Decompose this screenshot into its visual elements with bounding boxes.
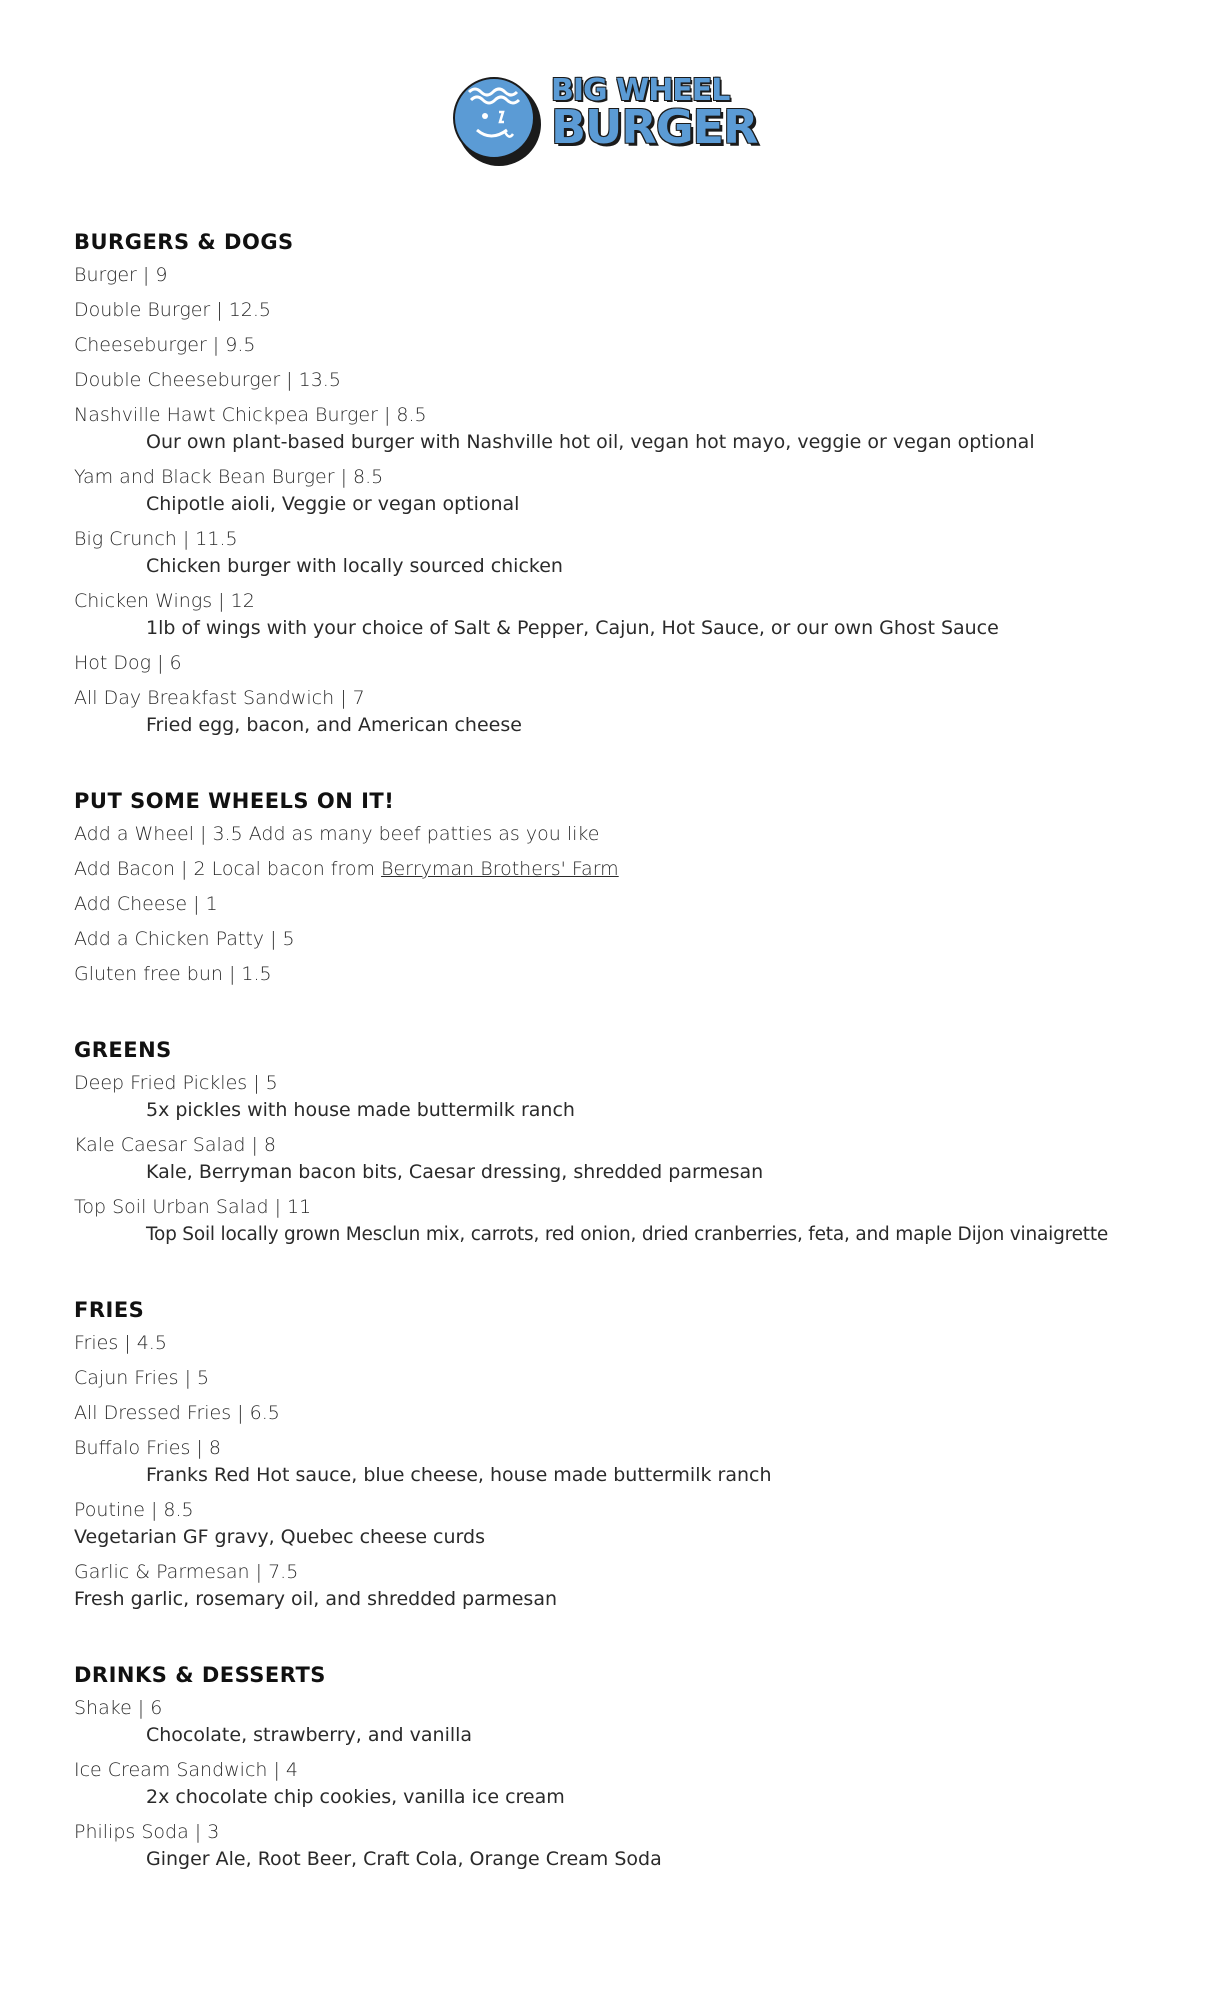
section-title: PUT SOME WHEELS ON IT!: [74, 789, 395, 813]
item-name-price: Big Crunch | 11.5: [74, 528, 238, 550]
item-name-price: Poutine | 8.5: [74, 1499, 194, 1521]
logo-wordmark: [551, 73, 758, 154]
section-title: FRIES: [74, 1298, 145, 1322]
menu-item: [74, 1819, 1174, 1873]
menu-item: [74, 650, 1174, 677]
menu-item: [74, 1330, 1174, 1357]
item-name-price: [74, 856, 1174, 883]
section-title: BURGERS & DOGS: [74, 230, 294, 254]
item-name-price: Nashville Hawt Chickpea Burger | 8.5: [74, 404, 427, 426]
menu-item: [74, 526, 1174, 580]
menu-item: [74, 297, 1174, 324]
item-name-price: Cajun Fries | 5: [74, 1367, 210, 1389]
section-title: GREENS: [74, 1038, 172, 1062]
menu-item: [74, 1757, 1174, 1811]
menu-body: [74, 230, 1174, 1923]
item-name-price: Kale Caesar Salad | 8: [74, 1134, 277, 1156]
item-name-price: Ice Cream Sandwich | 4: [74, 1759, 299, 1781]
section-greens: [74, 1038, 1174, 1248]
menu-item: [74, 1070, 1174, 1124]
menu-item: [74, 1497, 1174, 1551]
menu-item: [74, 961, 1174, 988]
item-name-price: Add a Chicken Patty | 5: [74, 928, 295, 950]
section-burgers-dogs: [74, 230, 1174, 739]
item-description: Ginger Ale, Root Beer, Craft Cola, Orange Cream Soda: [146, 1848, 662, 1870]
item-description: Franks Red Hot sauce, blue cheese, house made buttermilk ranch: [146, 1464, 772, 1486]
menu-item: [74, 1400, 1174, 1427]
menu-item: [74, 1194, 1174, 1248]
menu-item: [74, 1559, 1174, 1613]
item-name-price: Gluten free bun | 1.5: [74, 963, 272, 985]
logo-line-1: BIG WHEEL: [551, 73, 730, 108]
item-name-price: Shake | 6: [74, 1697, 163, 1719]
menu-item: [74, 464, 1174, 518]
item-description: Top Soil locally grown Mesclun mix, carrots, red onion, dried cranberries, feta, and maple Dijon vinaigrette: [146, 1224, 1109, 1245]
item-description: Vegetarian GF gravy, Quebec cheese curds: [74, 1526, 485, 1548]
item-description: Fried egg, bacon, and American cheese: [146, 714, 522, 736]
section-wheels: [74, 789, 1174, 988]
menu-item: [74, 262, 1174, 289]
item-description: Kale, Berryman bacon bits, Caesar dressing, shredded parmesan: [146, 1161, 764, 1183]
item-description: 5x pickles with house made buttermilk ranch: [146, 1099, 575, 1121]
section-title: DRINKS & DESSERTS: [74, 1663, 326, 1687]
item-name-price: Deep Fried Pickles | 5: [74, 1072, 278, 1094]
menu-item: [74, 685, 1174, 739]
item-name-price: Chicken Wings | 12: [74, 590, 255, 612]
item-text: Add Bacon | 2 Local bacon from: [74, 858, 382, 880]
section-drinks-desserts: [74, 1663, 1174, 1873]
menu-item: [74, 1695, 1174, 1749]
item-name-price: All Day Breakfast Sandwich | 7: [74, 687, 365, 709]
item-name-price: Add a Wheel | 3.5 Add as many beef patties as you like: [74, 823, 600, 845]
item-description: Our own plant-based burger with Nashville hot oil, vegan hot mayo, veggie or vegan optional: [146, 431, 1035, 453]
menu-item: [74, 926, 1174, 953]
item-name-price: Double Cheeseburger | 13.5: [74, 369, 341, 391]
section-fries: [74, 1298, 1174, 1613]
menu-item: [74, 332, 1174, 359]
menu-item: [74, 1365, 1174, 1392]
item-description: Chocolate, strawberry, and vanilla: [146, 1724, 473, 1746]
logo-line-2: BURGER: [551, 100, 758, 154]
menu-item: [74, 1132, 1174, 1186]
item-name-price: Fries | 4.5: [74, 1332, 167, 1354]
menu-item: [74, 367, 1174, 394]
menu-item: [74, 588, 1174, 642]
item-description: Chipotle aioli, Veggie or vegan optional: [146, 493, 520, 515]
big-wheel-burger-logo: [447, 68, 767, 173]
menu-item: [74, 891, 1174, 918]
item-name-price: Add Cheese | 1: [74, 893, 218, 915]
menu-item: [74, 1435, 1174, 1489]
item-name-price: All Dressed Fries | 6.5: [74, 1402, 280, 1424]
menu-item: [74, 402, 1174, 456]
item-name-price: Yam and Black Bean Burger | 8.5: [74, 466, 384, 488]
menu-item: [74, 856, 1174, 883]
item-name-price: Burger | 9: [74, 264, 168, 286]
menu-item: [74, 821, 1174, 848]
item-description: Fresh garlic, rosemary oil, and shredded parmesan: [74, 1588, 558, 1610]
berryman-farm-link[interactable]: Berryman Brothers' Farm: [381, 858, 619, 880]
item-name-price: Philips Soda | 3: [74, 1821, 220, 1843]
item-name-price: Garlic & Parmesan | 7.5: [74, 1561, 299, 1583]
item-name-price: Top Soil Urban Salad | 11: [74, 1196, 312, 1218]
item-name-price: Hot Dog | 6: [74, 652, 182, 674]
item-name-price: Cheeseburger | 9.5: [74, 334, 256, 356]
smiley-wheel-icon: [447, 70, 547, 170]
item-description: 2x chocolate chip cookies, vanilla ice cream: [146, 1786, 565, 1808]
item-description: Chicken burger with locally sourced chicken: [146, 555, 563, 577]
item-description: 1lb of wings with your choice of Salt & Pepper, Cajun, Hot Sauce, or our own Ghost Sauce: [146, 617, 999, 639]
item-name-price: Double Burger | 12.5: [74, 299, 272, 321]
item-name-price: Buffalo Fries | 8: [74, 1437, 221, 1459]
